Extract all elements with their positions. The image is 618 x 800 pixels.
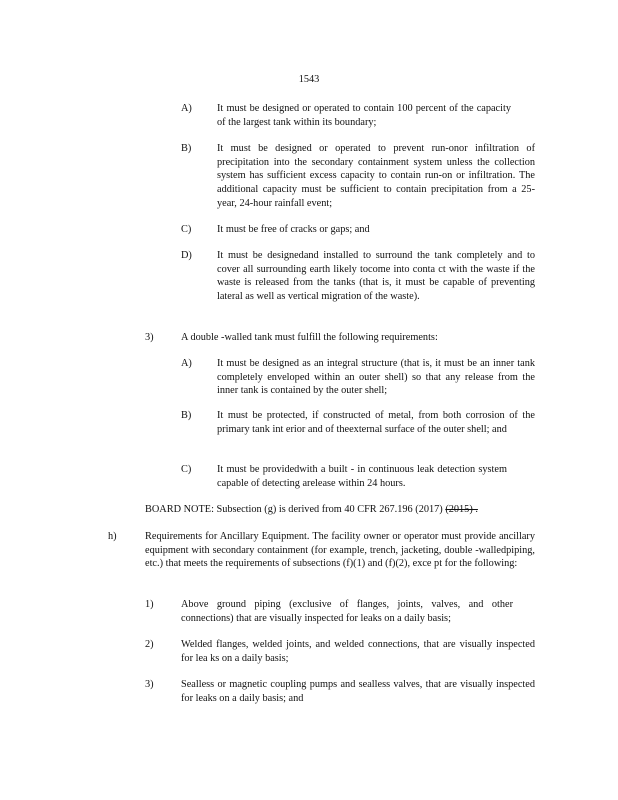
item-h1-text: Above ground piping (exclusive of flanges, joints, valves, and other connections) that are visually inspected for leaks on a daily basis;	[181, 599, 513, 624]
item-3-text: A double -walled tank must fulfill the following requirements:	[181, 332, 438, 343]
item-3c-text: It must be providedwith a built - in continuous leak detection system capable of detecting arelease within 24 hours.	[217, 464, 507, 489]
item-h-text: Requirements for Ancillary Equipment. The facility owner or operator must provide ancillary equipment with secondary containment (for example, trench, jacketing, double -walledpiping, etc.) that meets the requirements of subsections (f)(1) and (f)(2), exce pt for the following:	[145, 531, 535, 570]
item-3b-label: B)	[181, 410, 192, 421]
item-h2-label: 2)	[145, 639, 154, 650]
item-d-text: It must be designedand installed to surround the tank completely and to cover all surrounding earth likely tocome into conta ct with the waste if the waste is released from the tanks (that is, it must be capable of preventing lateral as well as vertical migration of the waste).	[217, 250, 535, 303]
board-note	[145, 503, 545, 517]
item-3c-label: C)	[181, 464, 192, 475]
board-note-struck-date: (2015) .	[445, 504, 478, 515]
item-3a-label: A)	[181, 358, 192, 369]
item-d-label: D)	[181, 250, 192, 261]
item-3a-text: It must be designed as an integral structure (that is, it must be an inner tank completely enveloped within an outer shell) so that any release from the inner tank is contained by the outer shell;	[217, 358, 535, 397]
item-c-text: It must be free of cracks or gaps; and	[217, 224, 370, 235]
page-number: 1543	[298, 74, 320, 85]
item-h-label: h)	[108, 531, 117, 542]
board-note-text: BOARD NOTE: Subsection (g) is derived from 40 CFR 267.196 (2017)	[145, 504, 443, 515]
item-b-label: B)	[181, 143, 192, 154]
item-h1-label: 1)	[145, 599, 154, 610]
item-3-label: 3)	[145, 332, 154, 343]
item-c-label: C)	[181, 224, 192, 235]
item-b-text: It must be designed or operated to prevent run-onor infiltration of precipitation into the secondary containment system unless the collection system has sufficient excess capacity to contain run-on or infiltration. The additional capacity must be sufficient to contain precipitation from a 25-year, 24-hour rainfall event;	[217, 143, 535, 209]
item-h3-text: Sealless or magnetic coupling pumps and sealless valves, that are visually inspected for leaks on a daily basis; and	[181, 679, 535, 704]
item-h3-label: 3)	[145, 679, 154, 690]
item-a-text: It must be designed or operated to contain 100 percent of the capacity of the largest tank within its boundary;	[217, 103, 511, 128]
item-3b-text: It must be protected, if constructed of metal, from both corrosion of the primary tank int erior and of theexternal surface of the outer shell; and	[217, 410, 535, 435]
item-a-label: A)	[181, 103, 192, 114]
item-h2-text: Welded flanges, welded joints, and welded connections, that are visually inspected for lea ks on a daily basis;	[181, 639, 535, 664]
